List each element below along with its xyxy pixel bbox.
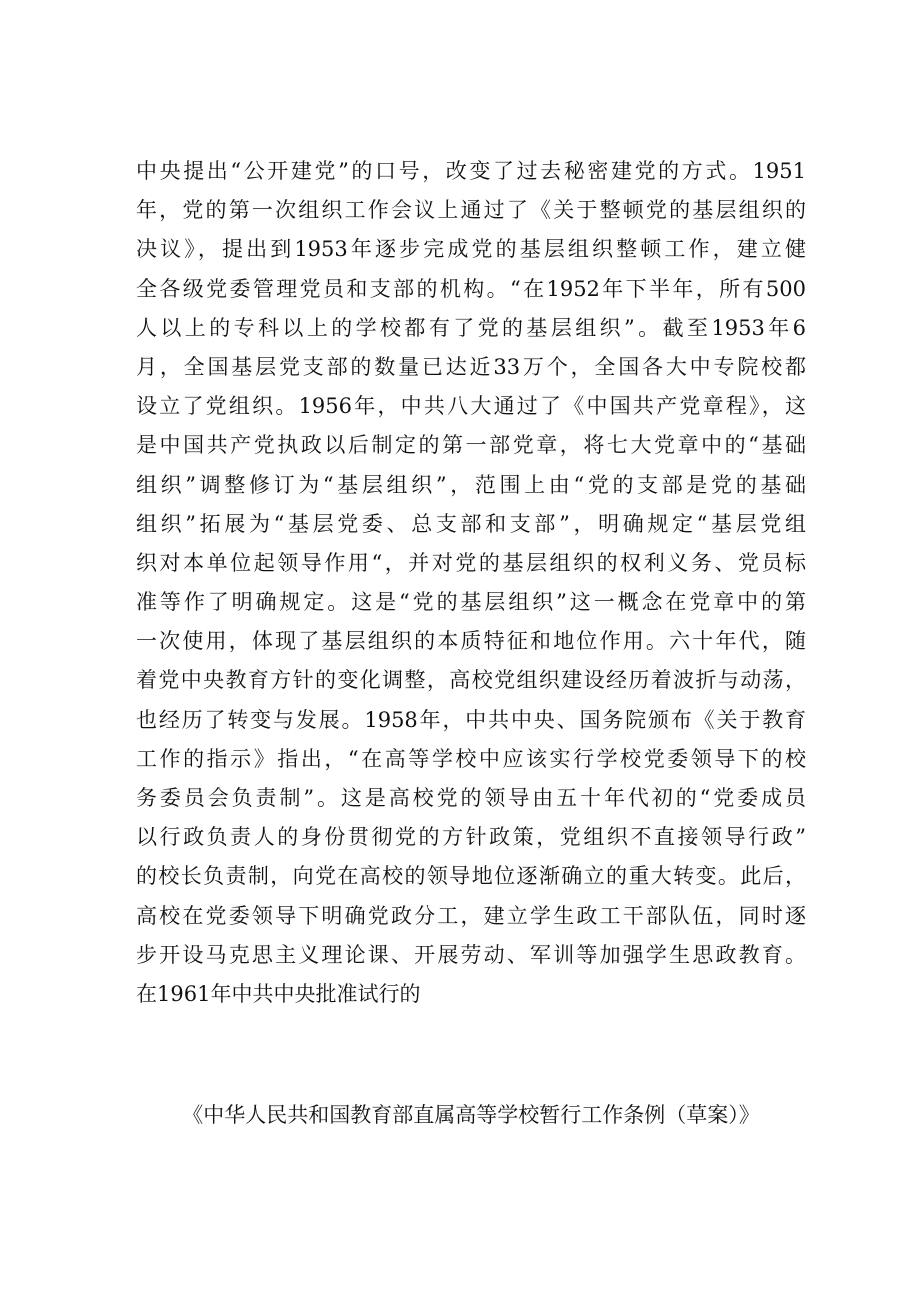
paragraph-line: 决议》，提出到1953年逐步完成党的基层组织整顿工作，建立健 — [136, 237, 806, 262]
paragraph-line: 人以上的专科以上的学校都有了党的基层组织”。截至1953年6 — [136, 315, 806, 340]
body-paragraph — [136, 152, 806, 1014]
paragraph-line: 组织”调整修订为“基层组织”，范围上由“党的支部是党的基础 — [136, 472, 806, 497]
paragraph-line: 着党中央教育方针的变化调整，高校党组织建设经历着波折与动荡， — [136, 668, 806, 693]
paragraph-line: 一次使用，体现了基层组织的本质特征和地位作用。六十年代，随 — [136, 629, 806, 654]
paragraph-line: 织对本单位起领导作用“，并对党的基层组织的权利义务、党员标 — [136, 550, 806, 575]
paragraph-line: 工作的指示》指出，“在高等学校中应该实行学校党委领导下的校 — [136, 746, 806, 771]
paragraph-line: 组织”拓展为“基层党委、总支部和支部”，明确规定“基层党组 — [136, 511, 806, 536]
paragraph-line: 在1961年中共中央批准试行的 — [136, 981, 421, 1006]
paragraph-line: 全各级党委管理党员和支部的机构。“在1952年下半年，所有500 — [136, 276, 806, 301]
paragraph-line: 步开设马克思主义理论课、开展劳动、军训等加强学生思政教育。 — [136, 942, 806, 967]
paragraph-line: 高校在党委领导下明确党政分工，建立学生政工干部队伍，同时逐 — [136, 903, 806, 928]
paragraph-line: 也经历了转变与发展。1958年，中共中央、国务院颁布《关于教育 — [136, 707, 806, 732]
paragraph-line: 务委员会负责制”。这是高校党的领导由五十年代初的“党委成员 — [136, 786, 806, 810]
paragraph-line: 的校长负责制，向党在高校的领导地位逐渐确立的重大转变。此后， — [136, 864, 806, 889]
paragraph-line: 月，全国基层党支部的数量已达近33万个，全国各大中专院校都 — [136, 354, 806, 379]
paragraph-line: 年，党的第一次组织工作会议上通过了《关于整顿党的基层组织的 — [136, 198, 806, 223]
paragraph-line: 准等作了明确规定。这是“党的基层组织”这一概念在党章中的第 — [136, 590, 806, 615]
paragraph-line: 中央提出“公开建党”的口号，改变了过去秘密建党的方式。1951 — [136, 159, 806, 183]
paragraph-line: 是中国共产党执政以后制定的第一部党章，将七大党章中的“基础 — [136, 433, 806, 458]
regulation-title-line: 《中华人民共和国教育部直属高等学校暂行工作条例（草案）》 — [182, 1103, 760, 1127]
paragraph-line: 以行政负责人的身份贯彻党的方针政策，党组织不直接领导行政” — [136, 825, 806, 850]
paragraph-line: 设立了党组织。1956年，中共八大通过了《中国共产党章程》，这 — [136, 394, 806, 419]
